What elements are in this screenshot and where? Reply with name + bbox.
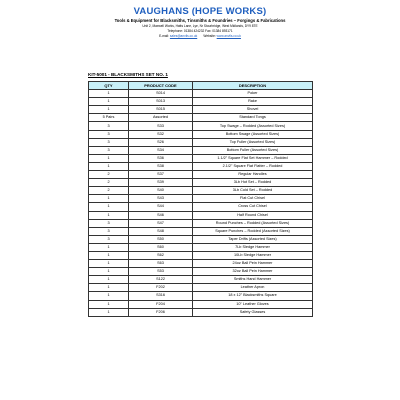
cell-description: Top Swage – Rodded (Assorted Sizes)	[193, 122, 313, 130]
cell-qty: 1	[89, 162, 129, 170]
cell-qty: 1	[89, 203, 129, 211]
cell-description: Top Fuller (Assorted Sizes)	[193, 138, 313, 146]
cell-product-code: S47	[129, 219, 193, 227]
table-row	[89, 284, 313, 292]
cell-qty: 2	[89, 187, 129, 195]
cell-qty: 1	[89, 268, 129, 276]
cell-description: Flat Cut Chisel	[193, 195, 313, 203]
company-address: Unit 2, Maxwell Works, Hatts Lane, Lye, Nr Stourbridge, West Midlands, DY9 8TE	[142, 24, 258, 28]
cell-qty: 1	[89, 106, 129, 114]
cell-description: Square Punches – Rodded (Assorted Sizes)	[193, 227, 313, 235]
cell-product-code: S32	[129, 130, 193, 138]
cell-qty: 3	[89, 130, 129, 138]
cell-product-code: S316	[129, 292, 193, 300]
table-row	[89, 154, 313, 162]
cell-qty: 3	[89, 122, 129, 130]
cell-description: 2.1/2" Square Flat Flatter – Rodded	[193, 162, 313, 170]
cell-qty: 1	[89, 284, 129, 292]
cell-product-code: S015	[129, 106, 193, 114]
cell-product-code: F202	[129, 284, 193, 292]
cell-description: Leather Apron	[193, 284, 313, 292]
cell-product-code: Assorted	[129, 114, 193, 122]
cell-product-code: S26	[129, 138, 193, 146]
website-link[interactable]: www.anvils.co.uk	[216, 34, 241, 38]
cell-description: Safety Glasses	[193, 308, 313, 316]
cell-qty: 1	[89, 211, 129, 219]
cell-qty: 1	[89, 260, 129, 268]
table-row	[89, 227, 313, 235]
email-link[interactable]: sales@anvils.co.uk	[169, 34, 198, 38]
table-row	[89, 292, 313, 300]
cell-product-code: F204	[129, 300, 193, 308]
cell-description: Shovel	[193, 106, 313, 114]
cell-product-code: S53	[129, 268, 193, 276]
table-row	[89, 90, 313, 98]
table-row	[89, 162, 313, 170]
kit-title: KIT-5001 - BLACKSMITHS SET NO. 1	[88, 72, 168, 77]
cell-product-code: S60	[129, 243, 193, 251]
cell-description: 3Lb Hot Set – Rodded	[193, 179, 313, 187]
website-label: Website:	[203, 34, 216, 38]
cell-qty: 1	[89, 195, 129, 203]
table-row	[89, 219, 313, 227]
table-row	[89, 114, 313, 122]
cell-product-code: S36	[129, 154, 193, 162]
table-row	[89, 235, 313, 243]
cell-product-code: S014	[129, 90, 193, 98]
company-tagline: Tools & Equipment for Blacksmiths, Tinsmiths & Foundries – Forgings & Fabrications	[114, 18, 286, 23]
cell-product-code: S38	[129, 162, 193, 170]
company-contact	[0, 34, 400, 38]
parts-table	[88, 81, 313, 317]
cell-qty: 3	[89, 235, 129, 243]
cell-description: Round Punches – Rodded (Assorted Sizes)	[193, 219, 313, 227]
company-phone: Telephone: 01384 424232 Fax: 01384 893171	[167, 29, 233, 33]
cell-qty: 1	[89, 98, 129, 106]
cell-qty: 1	[89, 308, 129, 316]
cell-qty: 1	[89, 154, 129, 162]
header-qty: QTY	[89, 82, 129, 90]
cell-qty: 1	[89, 90, 129, 98]
letterhead	[0, 6, 400, 38]
cell-description: 3Lb Cold Set – Rodded	[193, 187, 313, 195]
cell-description: 7Lb Sledge Hammer	[193, 243, 313, 251]
cell-product-code: S34	[129, 146, 193, 154]
cell-qty: 1	[89, 243, 129, 251]
table-row	[89, 179, 313, 187]
cell-qty: 1	[89, 300, 129, 308]
cell-product-code: F206	[129, 308, 193, 316]
table-row	[89, 308, 313, 316]
cell-product-code: S39	[129, 179, 193, 187]
cell-product-code: S43	[129, 195, 193, 203]
table-row	[89, 146, 313, 154]
cell-qty: 5 Pairs	[89, 114, 129, 122]
email-label: E-mail:	[159, 34, 169, 38]
cell-qty: 2	[89, 171, 129, 179]
cell-product-code: S46	[129, 211, 193, 219]
cell-description: 1.1/2" Square Flat Set Hammer – Rodded	[193, 154, 313, 162]
cell-description: Taper Drifts (Assorted Sizes)	[193, 235, 313, 243]
cell-qty: 1	[89, 292, 129, 300]
table-row	[89, 122, 313, 130]
cell-qty: 1	[89, 251, 129, 259]
table-row	[89, 251, 313, 259]
table-row	[89, 195, 313, 203]
cell-description: 10Lb Sledge Hammer	[193, 251, 313, 259]
table-row	[89, 243, 313, 251]
cell-product-code: S63	[129, 260, 193, 268]
cell-product-code: S122	[129, 276, 193, 284]
cell-qty: 1	[89, 276, 129, 284]
cell-product-code: S50	[129, 235, 193, 243]
cell-description: 32oz Ball Pein Hammer	[193, 268, 313, 276]
cell-product-code: S013	[129, 98, 193, 106]
cell-description: 10" Leather Gloves	[193, 300, 313, 308]
cell-description: Standard Tongs	[193, 114, 313, 122]
table-row	[89, 187, 313, 195]
cell-product-code: S44	[129, 203, 193, 211]
table-row	[89, 276, 313, 284]
cell-description: Bottom Swage (Assorted Sizes)	[193, 130, 313, 138]
table-row	[89, 106, 313, 114]
cell-description: Half Round Chisel	[193, 211, 313, 219]
cell-description: Rake	[193, 98, 313, 106]
table-row	[89, 300, 313, 308]
cell-product-code: S40	[129, 187, 193, 195]
cell-qty: 3	[89, 227, 129, 235]
cell-product-code: S33	[129, 122, 193, 130]
table-body	[89, 90, 313, 317]
cell-qty: 3	[89, 146, 129, 154]
cell-qty: 3	[89, 219, 129, 227]
table-row	[89, 211, 313, 219]
cell-description: Bottom Fuller (Assorted Sizes)	[193, 146, 313, 154]
cell-description: Cross Cut Chisel	[193, 203, 313, 211]
header-product-code: PRODUCT CODE	[129, 82, 193, 90]
cell-product-code: S62	[129, 251, 193, 259]
cell-description: Poker	[193, 90, 313, 98]
cell-description: 18 x 12" Blacksmiths Square	[193, 292, 313, 300]
cell-product-code: S48	[129, 227, 193, 235]
cell-description: 24oz Ball Pein Hammer	[193, 260, 313, 268]
table-row	[89, 138, 313, 146]
cell-description: Smiths Hand Hammer	[193, 276, 313, 284]
cell-description: Regular Handles	[193, 171, 313, 179]
cell-qty: 2	[89, 179, 129, 187]
header-description: DESCRIPTION	[193, 82, 313, 90]
table-row	[89, 130, 313, 138]
table-header-row	[89, 82, 313, 90]
table-row	[89, 268, 313, 276]
table-row	[89, 260, 313, 268]
table-row	[89, 203, 313, 211]
cell-product-code: S37	[129, 171, 193, 179]
cell-qty: 3	[89, 138, 129, 146]
company-name: VAUGHANS (HOPE WORKS)	[133, 6, 267, 17]
table-row	[89, 171, 313, 179]
table-row	[89, 98, 313, 106]
